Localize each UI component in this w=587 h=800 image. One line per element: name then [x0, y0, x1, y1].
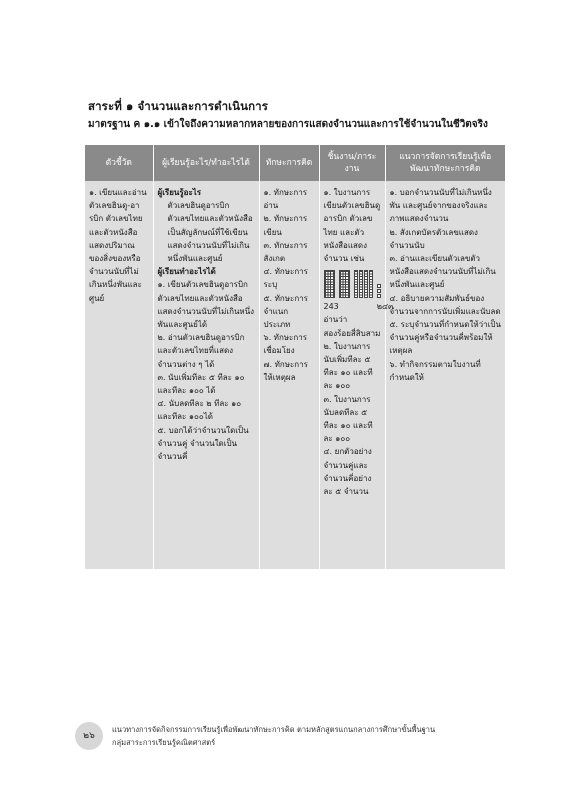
skills-cell	[259, 181, 319, 569]
do-heading: ผู้เรียนทำอะไรได้	[157, 267, 216, 277]
unit-cube-icon	[377, 289, 381, 293]
skill-item: ๗. ทักษะการให้เหตุผล	[263, 359, 308, 382]
learning-cell	[153, 181, 259, 569]
table-header-row	[85, 145, 505, 181]
know-heading: ผู้เรียนรู้อะไร	[157, 188, 202, 197]
do-item: ๒. อ่านตัวเลขฮินดูอารบิก และตัวเลขไทยที่แสดงจำนวนต่าง ๆ ได้	[157, 333, 245, 369]
read-as-text: สองร้อยสี่สิบสาม	[323, 328, 381, 338]
header-indicator: ตัวชี้วัด	[85, 145, 153, 181]
approach-item: ๒. สังเกตบัตรตัวเลขแสดงจำนวนนับ	[389, 227, 478, 250]
skill-item: ๖. ทักษะการเชื่อมโยง	[263, 333, 307, 356]
do-item: ๑. เขียนตัวเลขฮินดูอารบิก ตัวเลขไทยและตัวหนังสือแสดงจำนวนนับที่ไม่เกินหนึ่งพันและศูนย์ได้	[157, 280, 255, 330]
number-labels	[324, 300, 394, 313]
approach-item: ๔. อธิบายความสัมพันธ์ของจำนวนจากการนับเพิ่มและนับลด	[389, 293, 501, 316]
standard-title: มาตรฐาน ค ๑.๑ เข้าใจถึงความหลากหลายของการแสดงจำนวนและการใช้จำนวนในชีวิตจริง	[88, 119, 488, 130]
table-row	[85, 181, 505, 569]
unit-cubes	[377, 284, 381, 298]
do-item: ๓. นับเพิ่มทีละ ๕ ทีละ ๑๐ และทีละ ๑๐๐ ได้	[157, 372, 245, 396]
skill-item: ๒. ทักษะการเขียน	[263, 214, 308, 237]
approach-item: ๕. ระบุจำนวนที่กำหนดให้ว่าเป็นจำนวนคู่หรือจำนวนคี่พร้อมให้เหตุผล	[389, 320, 501, 356]
header-approach: แนวการจัดการเรียนรู้เพื่อพัฒนาทักษะการคิด	[385, 145, 505, 181]
header-thinking-skills: ทักษะการคิด	[259, 145, 319, 181]
ten-rod-icon	[359, 270, 363, 298]
header-learning: ผู้เรียนรู้อะไร/ทำอะไรได้	[153, 145, 259, 181]
task-item: ๓. ใบงานการนับลดทีละ ๕ ทีละ ๑๐ และทีละ ๑๐๐	[323, 394, 373, 444]
skill-item: ๑. ทักษะการอ่าน	[263, 188, 307, 211]
unit-cube-icon	[377, 294, 381, 298]
approach-cell	[385, 181, 505, 569]
strand-title: สาระที่ ๑ จำนวนและการดำเนินการ	[88, 99, 269, 113]
read-as-label: อ่านว่า	[323, 315, 348, 325]
footer-title: แนวทางการจัดกิจกรรมการเรียนรู้เพื่อพัฒนาทักษะการคิด ตามหลักสูตรแกนกลางการศึกษาขั้นพื้นฐาน	[112, 725, 436, 734]
approach-item: ๑. บอกจำนวนนับที่ไม่เกินหนึ่งพัน และศูนย์จากของจริงและภาพแสดงจำนวน	[389, 188, 492, 224]
hundred-flat-icon	[339, 270, 350, 298]
skill-item: ๕. ทักษะการจำแนกประเภท	[263, 293, 308, 330]
approach-item: ๓. อ่านและเขียนตัวเลขตัวหนังสือแสดงจำนวนนับที่ไม่เกินหนึ่งพันและศูนย์	[389, 254, 496, 290]
tasks-cell	[319, 181, 394, 569]
ten-rod-icon	[364, 270, 368, 298]
ten-rod-icon	[369, 270, 373, 298]
indicator-cell	[85, 181, 153, 569]
hundred-flat-icon	[324, 270, 335, 298]
page-number: ๒๖	[75, 722, 103, 750]
header-tasks: ชิ้นงาน/ภาระงาน	[319, 145, 385, 181]
approach-item: ๖. ทำกิจกรรมตามใบงานที่กำหนดให้	[389, 359, 481, 382]
task-item: ๑. ใบงานการเขียนตัวเลขฮินดูอารบิก ตัวเลขไทย และตัวหนังสือแสดงจำนวน เช่น	[323, 188, 381, 264]
ten-rods	[354, 270, 373, 298]
base-ten-blocks-illustration	[324, 268, 381, 298]
number-thai: ๒๔๓	[376, 302, 394, 312]
unit-cube-icon	[377, 284, 381, 288]
do-item: ๔. นับลดทีละ ๒ ทีละ ๑๐ และทีละ ๑๐๐ได้	[157, 399, 242, 422]
skill-item: ๓. ทักษะการสังเกต	[263, 240, 308, 264]
know-text: ตัวเลขฮินดูอารบิก ตัวเลขไทยและตัวหนังสือเป็นสัญลักษณ์ที่ใช้เขียนแสดงจำนวนนับที่ไม่เกินหนึ่งพันและศูนย์	[167, 201, 253, 264]
footer-subject: กลุ่มสาระการเรียนรู้คณิตศาสตร์	[112, 738, 216, 747]
skill-item: ๔. ทักษะการระบุ	[263, 267, 308, 290]
number-arabic: 243	[323, 302, 339, 312]
indicator-item: ๑. เขียนและอ่านตัวเลขฮินดู-อารบิก ตัวเลขไทย และตัวหนังสือแสดงปริมาณของสิ่งของหรือจำนวนนับที่ไม่เกินหนึ่งพันและศูนย์	[89, 188, 147, 303]
task-item: ๔. ยกตัวอย่างจำนวนคู่และจำนวนคี่อย่างละ ๕ จำนวน	[323, 447, 372, 497]
curriculum-table	[85, 145, 505, 569]
do-item: ๕. บอกได้ว่าจำนวนใดเป็นจำนวนคู่ จำนวนใดเป็นจำนวนคี่	[157, 425, 249, 462]
task-item: ๒. ใบงานการนับเพิ่มทีละ ๕ ทีละ ๑๐ และทีละ ๑๐๐	[323, 341, 373, 391]
ten-rod-icon	[354, 270, 358, 298]
